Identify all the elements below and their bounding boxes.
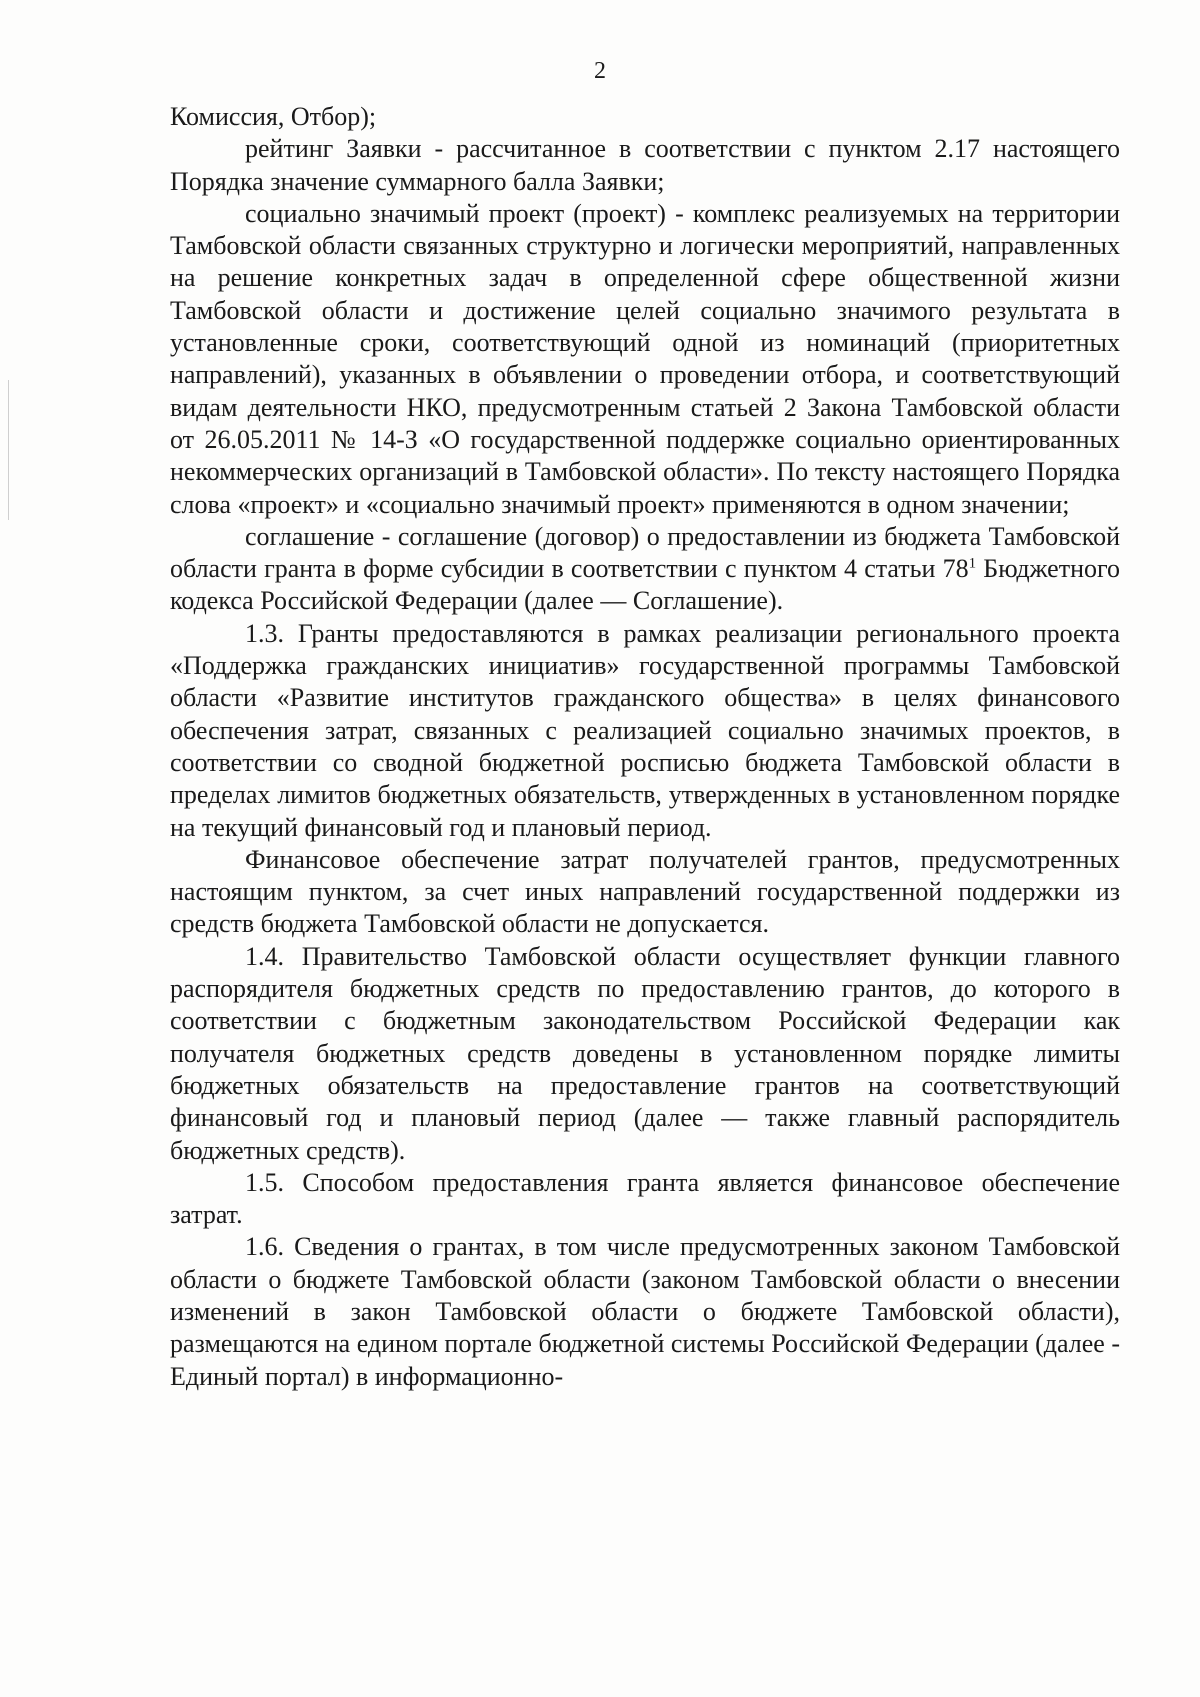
page-number: 2 xyxy=(594,58,606,84)
paragraph-rating-definition: рейтинг Заявки - рассчитанное в соответствии с пунктом 2.17 настоящего Порядка значение суммарного балла Заявки; xyxy=(170,134,1120,196)
paragraph-financing-note: Финансовое обеспечение затрат получателей грантов, предусмотренных настоящим пунктом, за счет иных направлений государственной поддержки из средств бюджета Тамбовской области не допускается. xyxy=(170,844,1120,939)
agreement-text-after-sup: Бюджетного кодекса Российской Федерации (далее — Соглашение). xyxy=(170,554,1121,616)
paragraph-1-4: 1.4. Правительство Тамбовской области осуществляет функции главного распорядителя бюджетных средств по предоставлению грантов, до которого в соответствии с бюджетным законодательством Российской Федерации как получателя бюджетных средств доведены в установленном порядке лимиты бюджетных обязательств на предоставление грантов на соответствующий финансовый год и плановый период (далее — также главный распорядитель бюджетных средств). xyxy=(170,941,1120,1165)
scan-edge-mark xyxy=(8,380,9,520)
paragraph-1-3: 1.3. Гранты предоставляются в рамках реализации регионального проекта «Поддержка гражданских инициатив» государственной программы Тамбовской области «Развитие институтов гражданского общества» в целях финансового обеспечения затрат, связанных с реализацией социально значимых проектов, в соответствии со сводной бюджетной росписью бюджета Тамбовской области в пределах лимитов бюджетных обязательств, утвержденных в установленном порядке на текущий финансовый год и плановый период. xyxy=(170,618,1120,842)
paragraph-1-5: 1.5. Способом предоставления гранта является финансовое обеспечение затрат. xyxy=(170,1167,1120,1230)
document-body xyxy=(170,101,1120,1393)
paragraph-commission-continuation: Комиссия, Отбор); xyxy=(170,102,377,131)
paragraph-agreement-definition xyxy=(170,521,1120,618)
paragraph-1-6: 1.6. Сведения о грантах, в том числе предусмотренных законом Тамбовской области о бюджете Тамбовской области (законом Тамбовской области о внесении изменений в закон Тамбовской области о бюджете Тамбовской области), размещаются на едином портале бюджетной системы Российской Федерации (далее - Единый портал) в информационно- xyxy=(170,1232,1120,1391)
article-superscript: 1 xyxy=(968,555,977,572)
paragraph-project-definition: социально значимый проект (проект) - комплекс реализуемых на территории Тамбовской области связанных структурно и логически мероприятий, направленных на решение конкретных задач в определенной сфере общественной жизни Тамбовской области и достижение целей социально значимого результата в установленные сроки, соответствующий одной из номинаций (приоритетных направлений), указанных в объявлении о проведении отбора, и соответствующий видам деятельности НКО, предусмотренным статьей 2 Закона Тамбовской области от 26.05.2011 № 14-З «О государственной поддержке социально ориентированных некоммерческих организаций в Тамбовской области». По тексту настоящего Порядка слова «проект» и «социально значимый проект» применяются в одном значении; xyxy=(170,198,1120,519)
agreement-text-before-sup: соглашение - соглашение (договор) о предоставлении из бюджета Тамбовской области гранта в форме субсидии в соответствии с пунктом 4 статьи 78 xyxy=(170,521,1120,584)
